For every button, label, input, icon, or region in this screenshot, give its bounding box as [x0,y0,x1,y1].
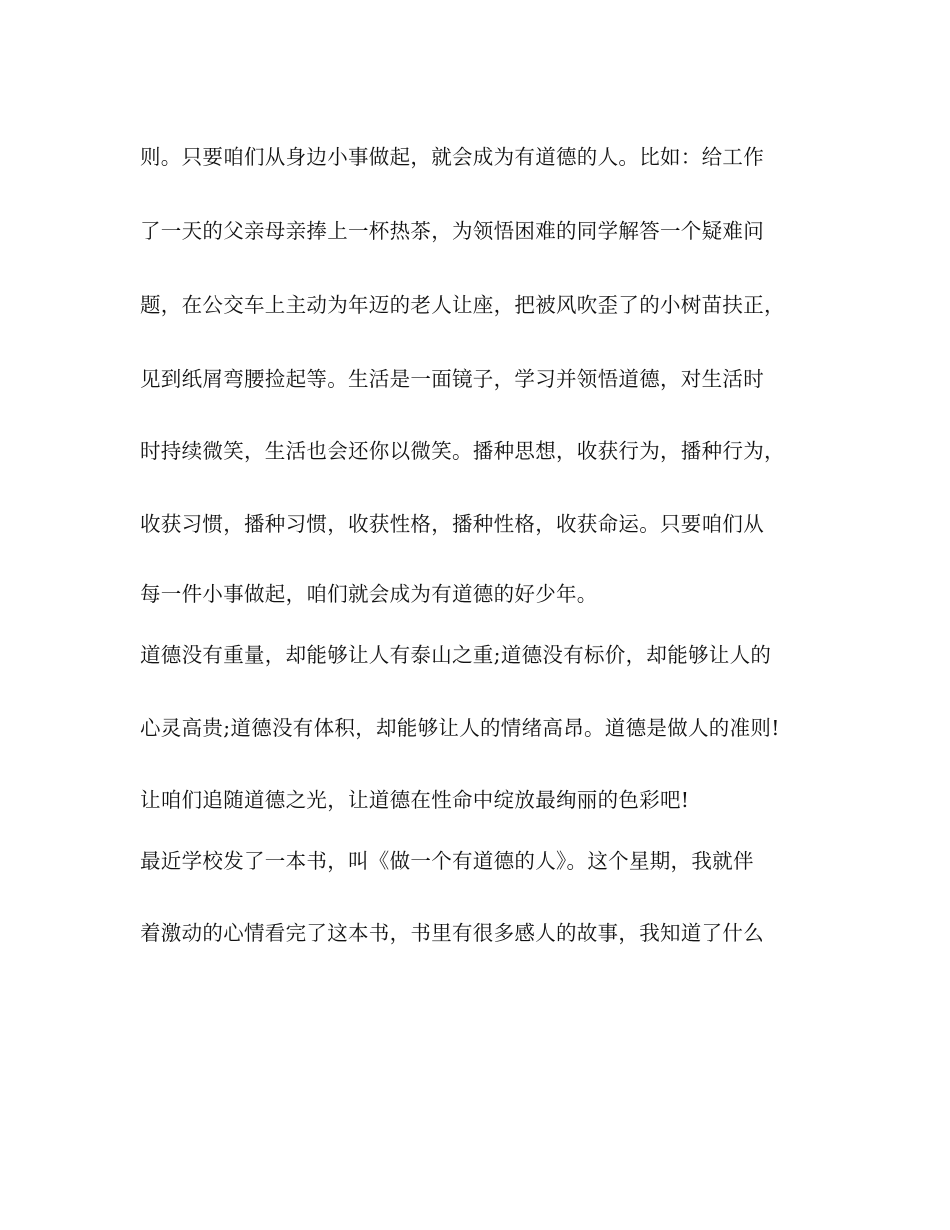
text-line: 见到纸屑弯腰捡起等。生活是一面镜子，学习并领悟道德，对生活时 [140,367,764,391]
text-line: 题，在公交车上主动为年迈的老人让座，把被风吹歪了的小树苗扶正， [140,293,785,317]
text-line: 则。只要咱们从身边小事做起，就会成为有道德的人。比如：给工作 [140,145,764,169]
text-line: 时持续微笑，生活也会还你以微笑。播种思想，收获行为，播种行为， [140,439,785,463]
text-line: 着激动的心情看完了这本书，书里有很多感人的故事，我知道了什么 [140,921,764,945]
text-line: 让咱们追随道德之光，让道德在性命中绽放最绚丽的色彩吧! [140,788,690,812]
text-line: 最近学校发了一本书，叫《做一个有道德的人》。这个星期，我就伴 [140,849,754,873]
text-line: 每一件小事做起，咱们就会成为有道德的好少年。 [140,582,598,606]
text-line: 道德没有重量，却能够让人有泰山之重;道德没有标价，却能够让人的 [140,643,772,667]
text-line: 心灵高贵;道德没有体积，却能够让人的情绪高昂。道德是做人的准则! [140,716,780,740]
text-line: 收获习惯，播种习惯，收获性格，播种性格，收获命运。只要咱们从 [140,512,764,536]
text-line: 了一天的父亲母亲捧上一杯热茶，为领悟困难的同学解答一个疑难问 [140,219,764,243]
